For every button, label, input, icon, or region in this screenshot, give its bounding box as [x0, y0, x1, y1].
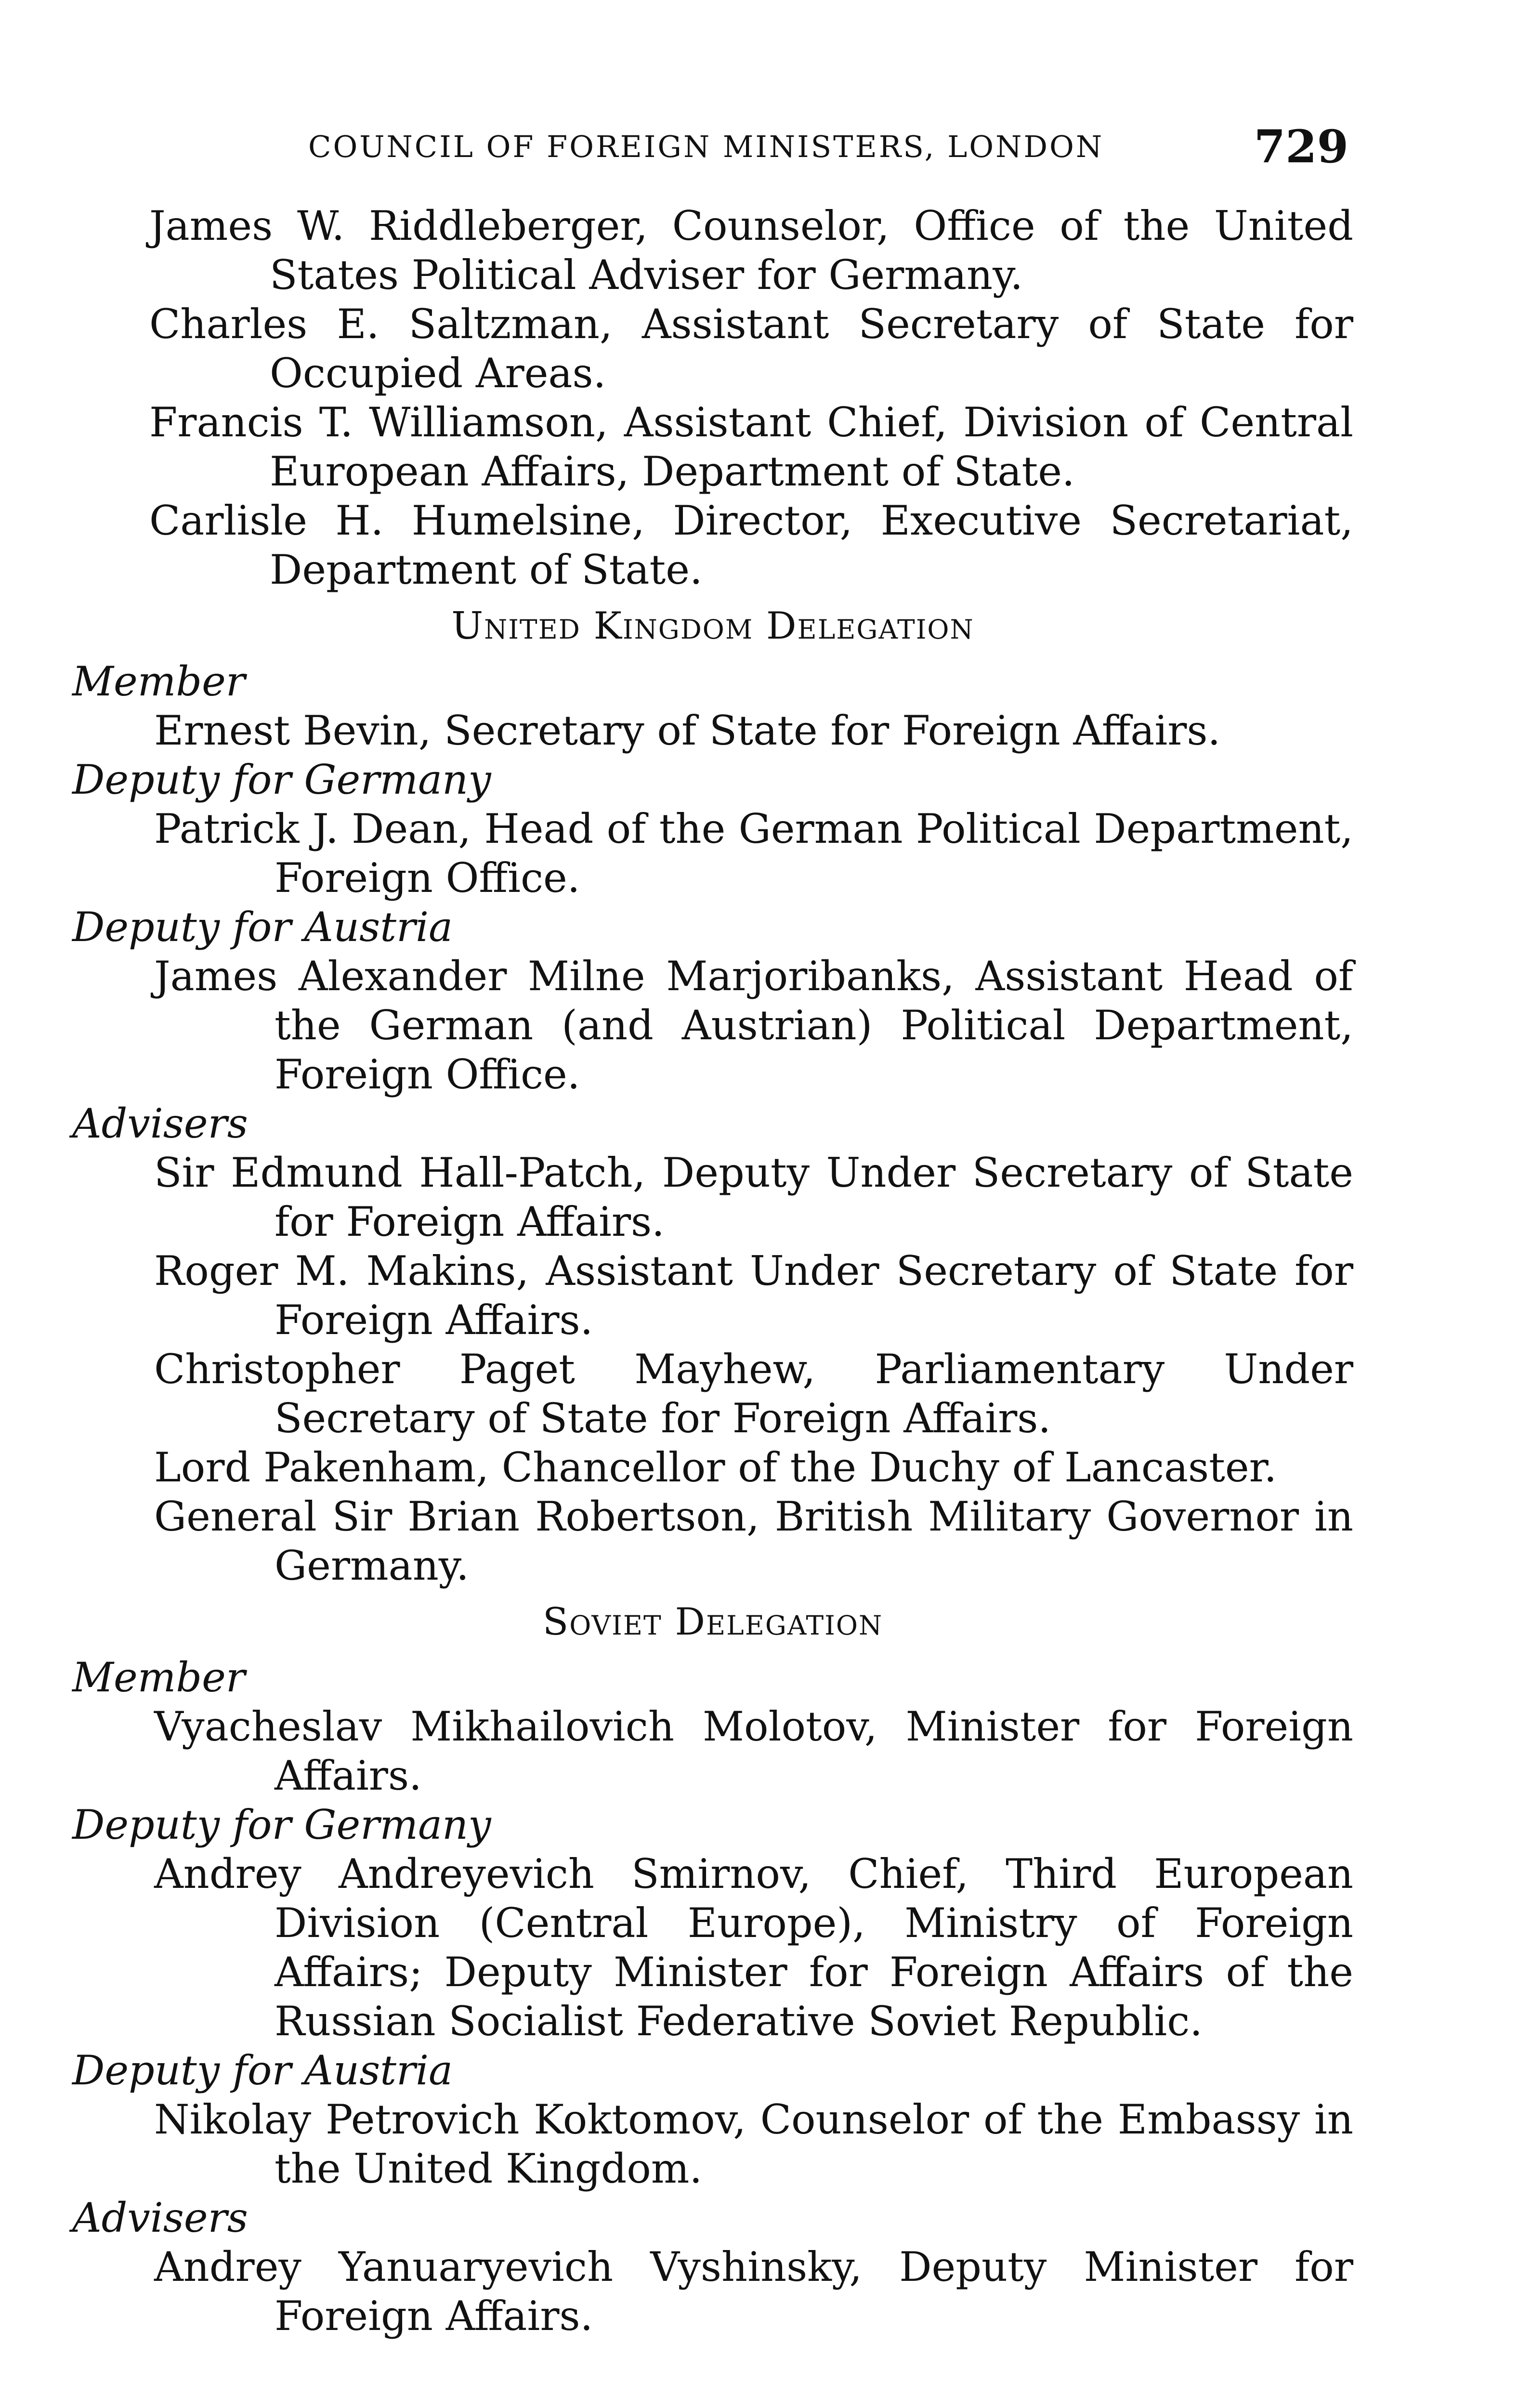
soviet-deputy-germany-entry: Andrey Andreyevich Smirnov, Chief, Third European Division (Central Europe), Ministry of Foreign Affairs; Deputy Minister for Foreign Affairs of the Russian Socialist Federative Soviet Republic.	[154, 1850, 1353, 2045]
soviet-member-label: Member	[72, 1654, 246, 1701]
soviet-advisers-label: Advisers	[72, 2194, 248, 2241]
soviet-adviser-entry: Andrey Yanuaryevich Vyshinsky, Deputy Minister for Foreign Affairs.	[154, 2243, 1353, 2340]
entry-humelsine: Carlisle H. Humelsine, Director, Executive Secretariat, Department of State.	[149, 497, 1353, 593]
uk-member-entry: Ernest Bevin, Secretary of State for Foreign Affairs.	[154, 707, 1221, 754]
uk-deputy-germany-label: Deputy for Germany	[72, 756, 491, 803]
soviet-deputy-austria-label: Deputy for Austria	[72, 2047, 453, 2094]
running-title: COUNCIL OF FOREIGN MINISTERS, LONDON	[308, 129, 1104, 164]
uk-member-label: Member	[72, 658, 246, 705]
uk-advisers-label: Advisers	[72, 1100, 248, 1147]
uk-deputy-germany-entry: Patrick J. Dean, Head of the German Political Department, Foreign Office.	[154, 805, 1353, 902]
uk-adviser-entry: Lord Pakenham, Chancellor of the Duchy of Lancaster.	[154, 1444, 1277, 1491]
entry-saltzman: Charles E. Saltzman, Assistant Secretary of State for Occupied Areas.	[149, 301, 1353, 397]
soviet-member-entry: Vyacheslav Mikhailovich Molotov, Minister for Foreign Affairs.	[154, 1703, 1353, 1799]
page-number: 729	[1254, 120, 1348, 173]
uk-deputy-austria-label: Deputy for Austria	[72, 903, 453, 951]
running-head	[308, 120, 1348, 178]
page-body	[72, 201, 1353, 2341]
soviet-deputy-austria-entry: Nikolay Petrovich Koktomov, Counselor of the Embassy in the United Kingdom.	[154, 2096, 1353, 2192]
uk-adviser-entry: Christopher Paget Mayhew, Parliamentary Under Secretary of State for Foreign Affairs.	[154, 1346, 1353, 1442]
uk-adviser-entry: Sir Edmund Hall-Patch, Deputy Under Secretary of State for Foreign Affairs.	[154, 1149, 1353, 1245]
uk-delegation-heading: United Kingdom Delegation	[451, 604, 974, 648]
entry-williamson: Francis T. Williamson, Assistant Chief, Division of Central European Affairs, Department of State.	[149, 399, 1353, 495]
uk-adviser-entry: Roger M. Makins, Assistant Under Secretary of State for Foreign Affairs.	[154, 1247, 1353, 1344]
uk-deputy-austria-entry: James Alexander Milne Marjoribanks, Assistant Head of the German (and Austrian) Political Department, Foreign Office.	[154, 953, 1353, 1098]
entry-riddleberger: James W. Riddleberger, Counselor, Office of the United States Political Adviser for Germany.	[149, 202, 1353, 299]
soviet-deputy-germany-label: Deputy for Germany	[72, 1801, 491, 1848]
uk-adviser-entry: General Sir Brian Robertson, British Military Governor in Germany.	[154, 1493, 1353, 1589]
soviet-delegation-heading: Soviet Delegation	[542, 1600, 883, 1644]
